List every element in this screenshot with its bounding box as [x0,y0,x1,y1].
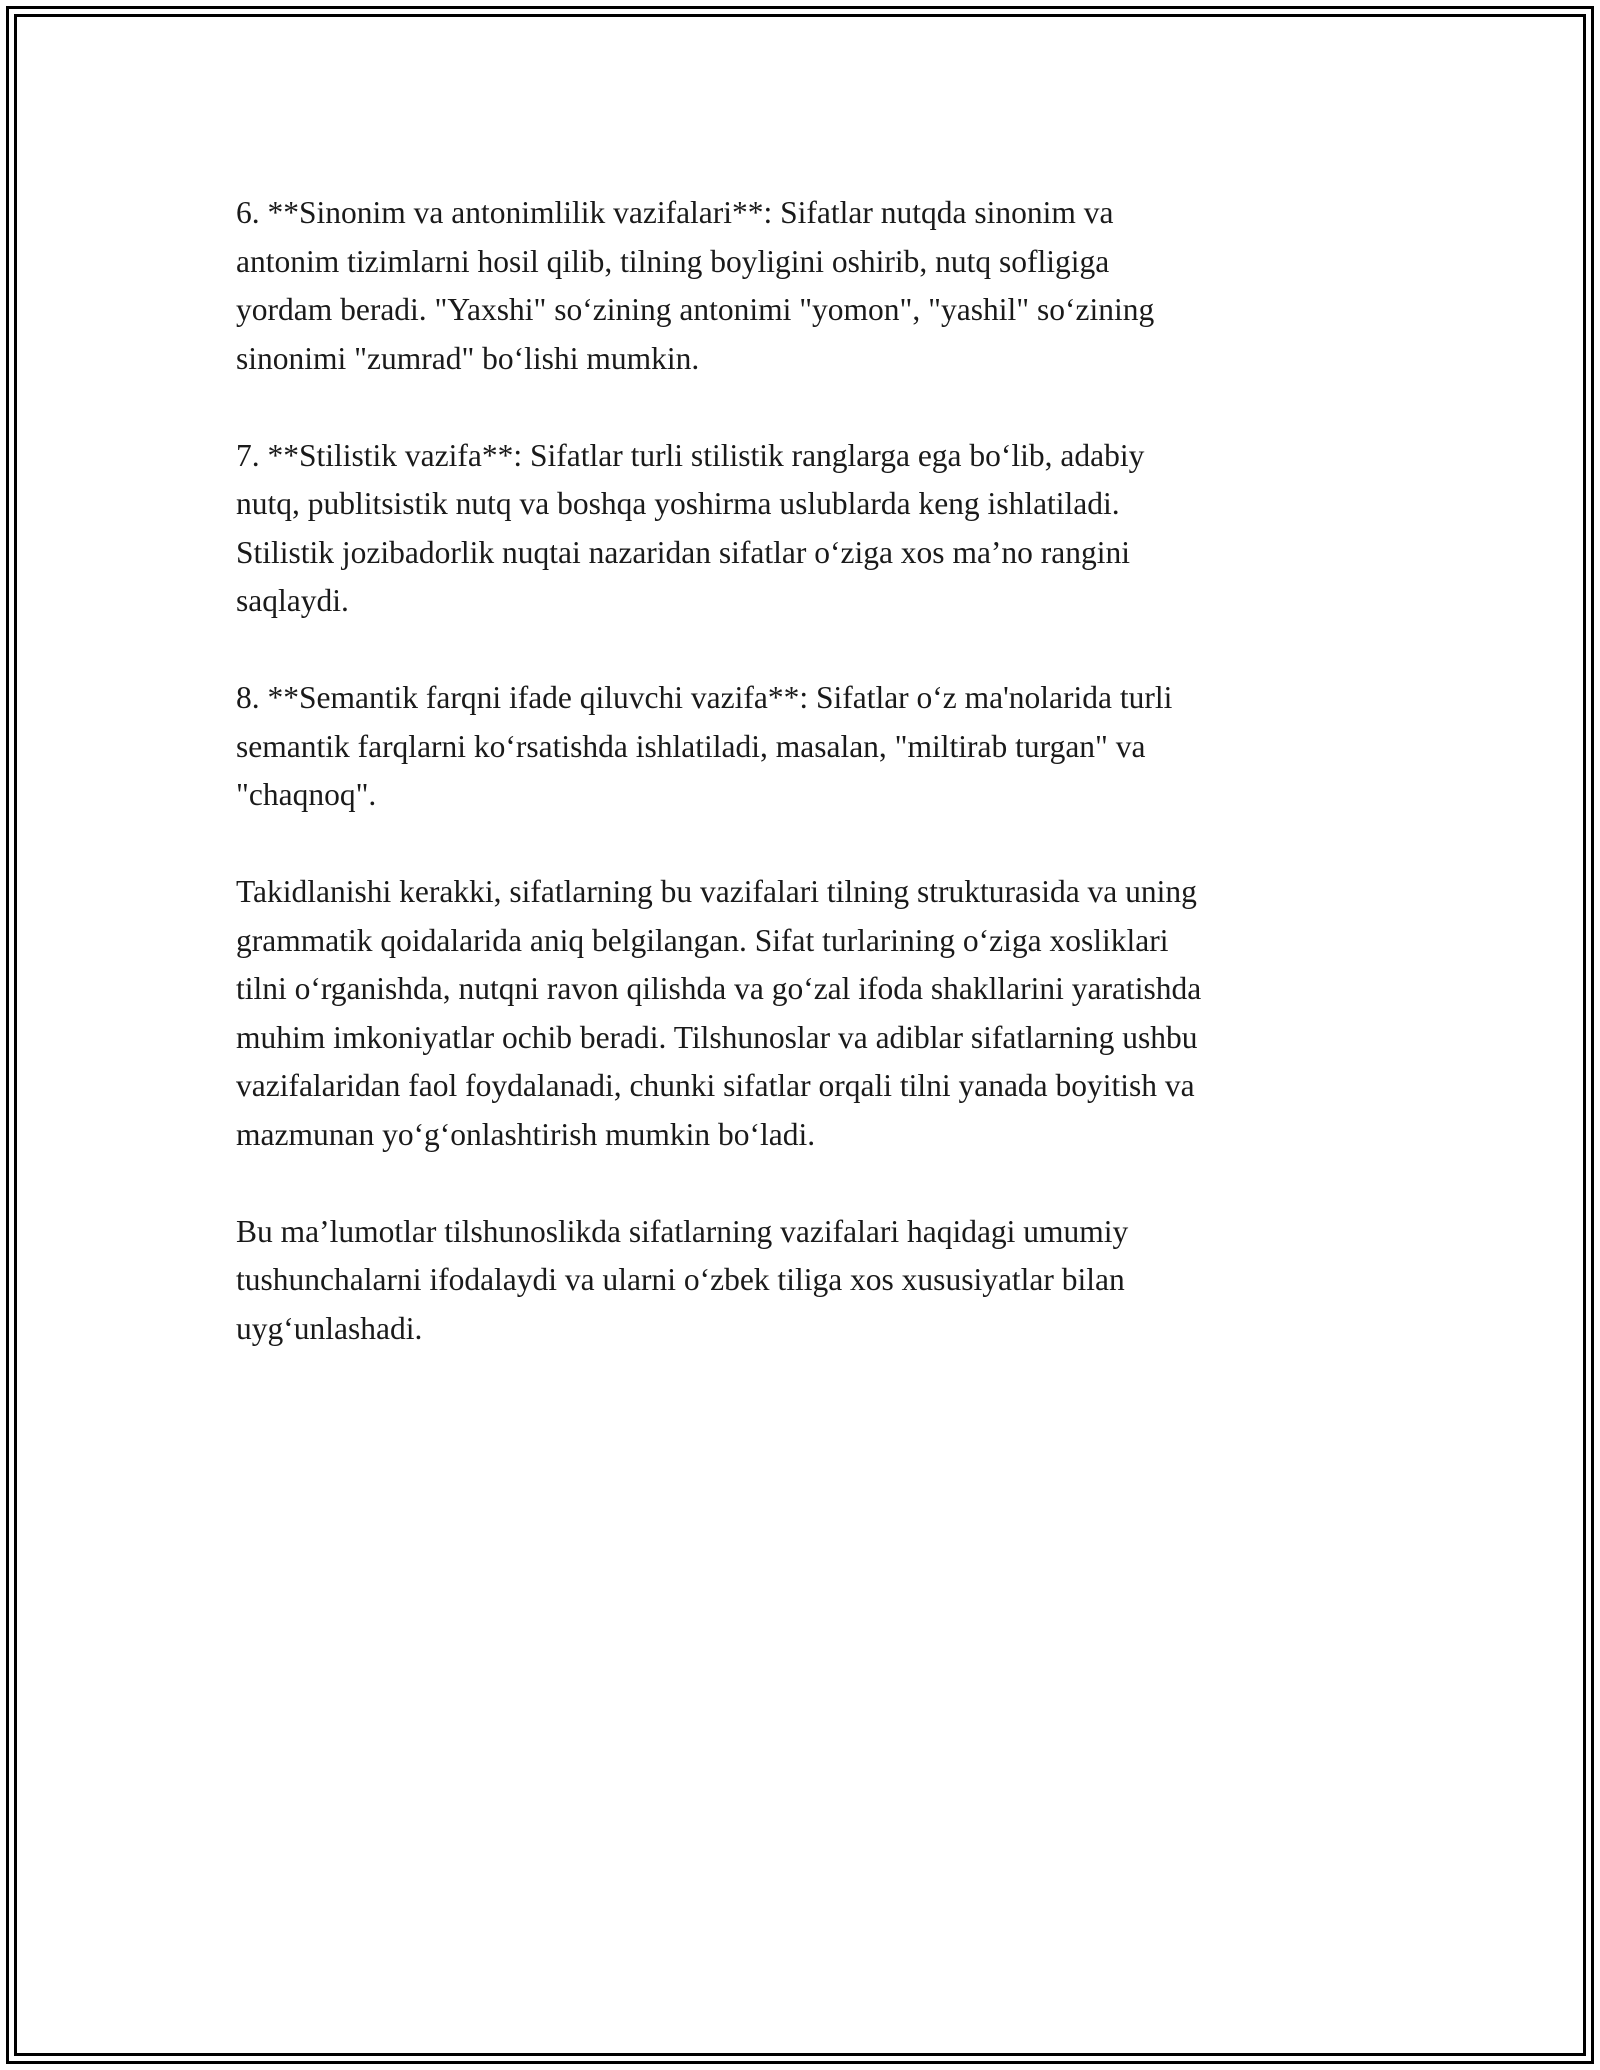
text-line: yordam beradi. "Yaxshi" so‘zining antonimi "yomon", "yashil" so‘zining [236,292,1155,327]
text-line: grammatik qoidalarida aniq belgilangan. Sifat turlarining o‘ziga xosliklari [236,922,1169,958]
document-body [236,189,1376,1353]
paragraph-conclusion [236,1208,1376,1354]
paragraph-stylistic [236,432,1376,626]
text-line: mazmunan yo‘g‘onlashtirish mumkin bo‘ladi. [236,1116,816,1152]
text-line: Takidlanishi kerakki, sifatlarning bu vazifalari tilning strukturasida va uning [236,874,1197,909]
paragraph-emphasis [236,868,1376,1159]
text-line: saqlaydi. [236,583,349,618]
paragraph-synonym-antonym [236,189,1376,383]
text-line: "chaqnoq". [236,777,377,812]
text-line: semantik farqlarni ko‘rsatishda ishlatiladi, masalan, "miltirab turgan" va [236,728,1146,764]
text-line: 7. **Stilistik vazifa**: Sifatlar turli stilistik ranglarga ega bo‘lib, adabiy [236,437,1145,473]
text-line: nutq, publitsistik nutq va boshqa yoshirma uslublarda keng ishlatiladi. [236,486,1120,521]
text-line: muhim imkoniyatlar ochib beradi. Tilshunoslar va adiblar sifatlarning ushbu [236,1019,1198,1055]
text-line: vazifalaridan faol foydalanadi, chunki sifatlar orqali tilni yanada boyitish va [236,1068,1195,1103]
text-line: tilni o‘rganishda, nutqni ravon qilishda va go‘zal ifoda shakllarini yaratishda [236,971,1202,1006]
text-line: 8. **Semantik farqni ifade qiluvchi vazifa**: Sifatlar o‘z ma'nolarida turli [236,680,1173,715]
text-line: tushunchalarni ifodalaydi va ularni o‘zbek tiliga xos xususiyatlar bilan [236,1262,1125,1297]
text-line: Bu ma’lumotlar tilshunoslikda sifatlarning vazifalari haqidagi umumiy [236,1213,1129,1249]
text-line: antonim tizimlarni hosil qilib, tilning boyligini oshirib, nutq sofligiga [236,243,1110,279]
text-line: uyg‘unlashadi. [236,1310,423,1346]
text-line: sinonimi "zumrad" bo‘lishi mumkin. [236,340,700,376]
text-line: 6. **Sinonim va antonimlilik vazifalari**: Sifatlar nutqda sinonim va [236,195,1114,230]
paragraph-semantic [236,674,1376,820]
text-line: Stilistik jozibadorlik nuqtai nazaridan sifatlar o‘ziga xos ma’no rangini [236,534,1131,570]
